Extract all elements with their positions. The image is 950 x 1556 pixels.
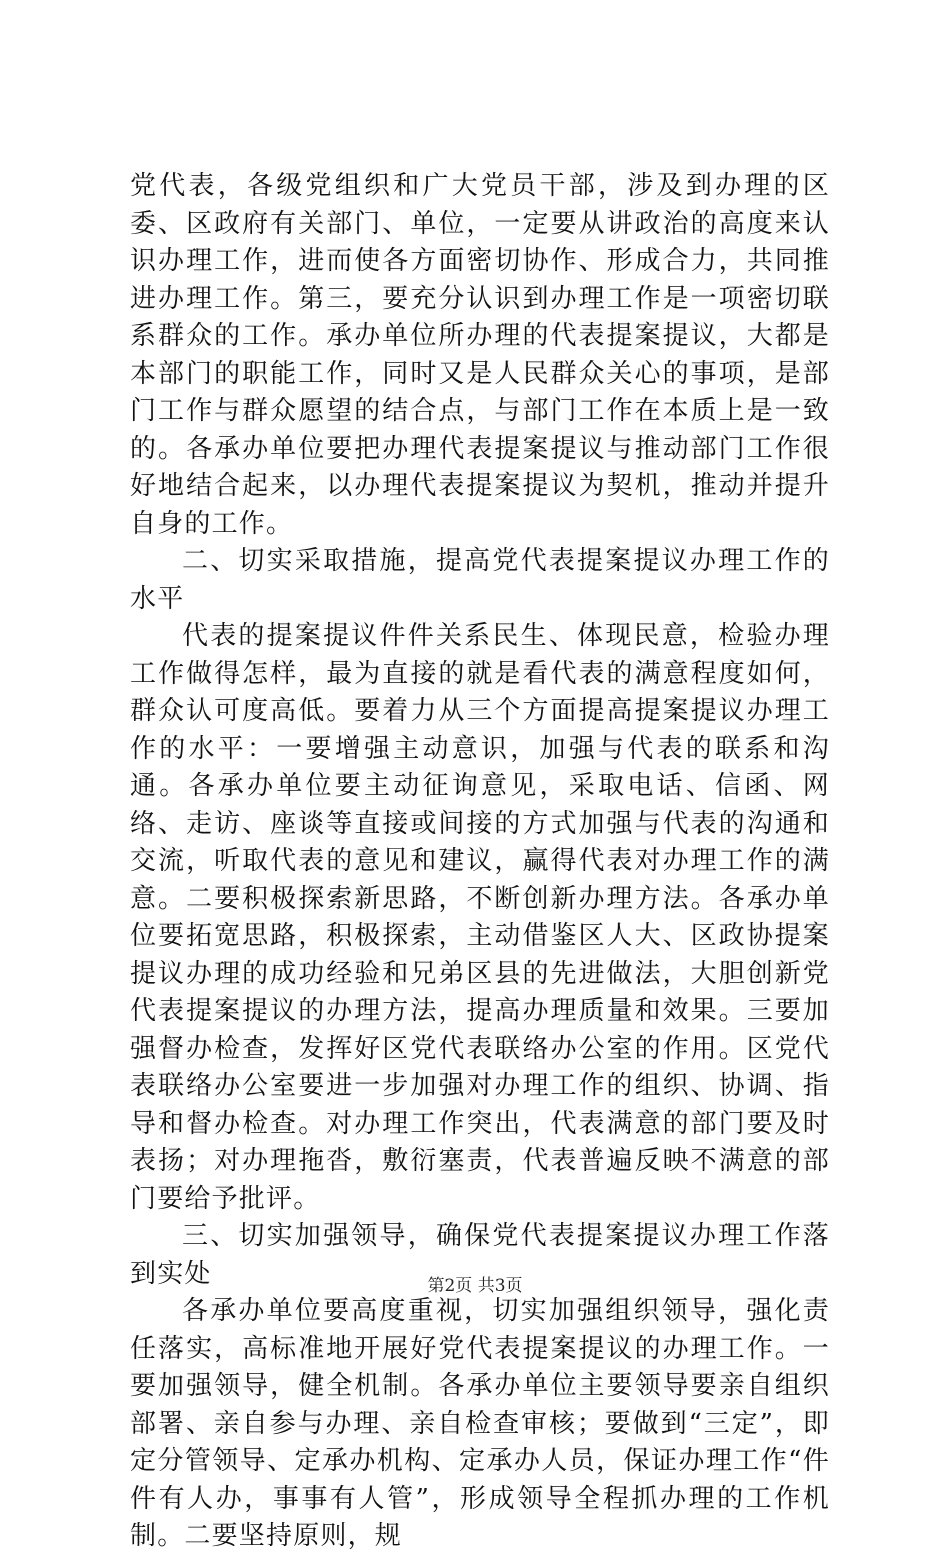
section-heading-three: 三、切实加强领导，确保党代表提案提议办理工作落到实处	[130, 1221, 830, 1289]
section-heading-two: 二、切实采取措施，提高党代表提案提议办理工作的水平	[130, 546, 830, 614]
paragraph-section-three: 各承办单位要高度重视，切实加强组织领导，强化责任落实，高标准地开展好党代表提案提议的办理工作。一要加强领导，健全机制。各承办单位主要领导要亲自组织部署、亲自参与办理、亲自检查审核；要做到“三定”，即定分管领导、定承办机构、定承办人员，保证办理工作“件件有人办，事事有人管”，形成领导全程抓办理的工作机制。二要坚持原则，规	[130, 1296, 830, 1551]
page-number-footer: 第2页 共3页	[427, 1276, 523, 1296]
paragraph-continuation: 党代表，各级党组织和广大党员干部，涉及到办理的区委、区政府有关部门、单位，一定要从讲政治的高度来认识办理工作，进而使各方面密切协作、形成合力，共同推进办理工作。第三，要充分认识到办理工作是一项密切联系群众的工作。承办单位所办理的代表提案提议，大都是本部门的职能工作，同时又是人民群众关心的事项，是部门工作与群众愿望的结合点，与部门工作在本质上是一致的。各承办单位要把办理代表提案提议与推动部门工作很好地结合起来，以办理代表提案提议为契机，推动并提升自身的工作。	[130, 171, 830, 539]
document-body	[130, 168, 830, 1556]
paragraph-section-two: 代表的提案提议件件关系民生、体现民意，检验办理工作做得怎样，最为直接的就是看代表的满意程度如何，群众认可度高低。要着力从三个方面提高提案提议办理工作的水平：一要增强主动意识，加强与代表的联系和沟通。各承办单位要主动征询意见，采取电话、信函、网络、走访、座谈等直接或间接的方式加强与代表的沟通和交流，听取代表的意见和建议，赢得代表对办理工作的满意。二要积极探索新思路，不断创新办理方法。各承办单位要拓宽思路，积极探索，主动借鉴区人大、区政协提案提议办理的成功经验和兄弟区县的先进做法，大胆创新党代表提案提议的办理方法，提高办理质量和效果。三要加强督办检查，发挥好区党代表联络办公室的作用。区党代表联络办公室要进一步加强对办理工作的组织、协调、指导和督办检查。对办理工作突出，代表满意的部门要及时表扬；对办理拖沓，敷衍塞责，代表普遍反映不满意的部门要给予批评。	[130, 621, 830, 1214]
